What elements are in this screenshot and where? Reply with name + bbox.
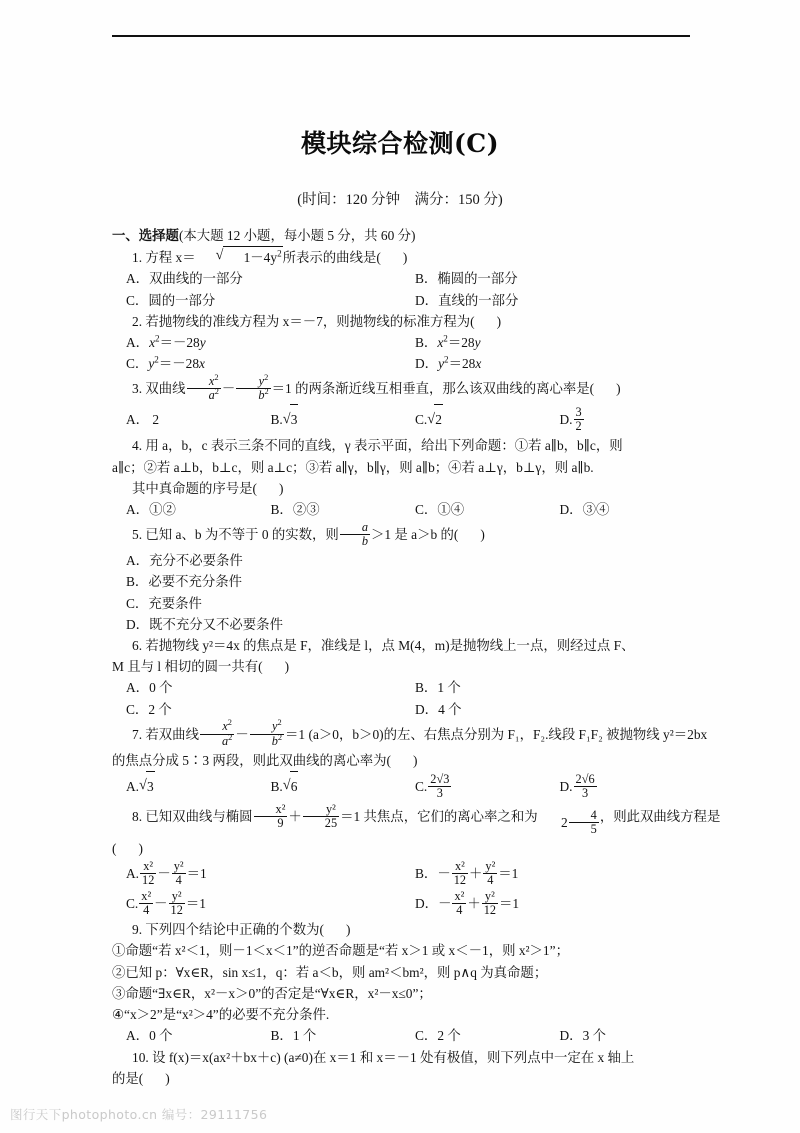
question-6-option-c[interactable] xyxy=(112,699,401,720)
option-sqrt: 6 xyxy=(290,771,299,802)
fraction-denominator: b xyxy=(361,534,368,549)
question-5-number: 5. xyxy=(132,527,143,543)
question-2-option-a[interactable]: A．$x^2=-28y$ xyxy=(126,333,206,351)
option-tail: ＝1 xyxy=(499,896,520,912)
fraction-numerator: y² xyxy=(482,890,498,904)
question-8-text-mid: ＝1 共焦点，它们的离心率之和为 xyxy=(340,809,538,825)
question-1-stem-post: 所表示的曲线是( xyxy=(282,250,381,266)
fraction-numerator: y² xyxy=(173,858,184,873)
question-4-option-a[interactable] xyxy=(112,499,257,520)
option-text: 双曲线的一部分 xyxy=(149,271,243,287)
mixed-integer: 2 xyxy=(560,815,568,831)
question-1-option-b[interactable] xyxy=(401,268,690,289)
question-10-body-line-2 xyxy=(112,1068,690,1089)
option-label: B． xyxy=(415,271,438,287)
header-rule xyxy=(112,35,690,37)
page-title: 模块综合检测(C) xyxy=(300,129,500,158)
option-text: 椭圆的一部分 xyxy=(437,271,518,287)
option-text: 2 xyxy=(152,412,160,428)
option-label: A． xyxy=(126,553,150,569)
question-4-text-1: 用 a，b，c 表示三条不同的直线，γ 表示平面，给出下列命题：①若 a∥b，b∥c，则 xyxy=(145,438,623,454)
option-text: ③④ xyxy=(582,502,610,518)
fraction-denominator: 2 xyxy=(575,419,582,434)
question-7-option-d[interactable] xyxy=(546,772,691,802)
question-9-option-b[interactable] xyxy=(257,1025,402,1046)
question-8-options-row-1 xyxy=(112,859,690,889)
question-8-options-row-2 xyxy=(112,889,690,919)
option-label: A. xyxy=(126,866,140,882)
option-label: D． xyxy=(415,701,439,717)
fraction-denominator: 4 xyxy=(487,873,494,888)
question-5-stem-post: ＞1 是 a＞b 的( xyxy=(370,527,459,543)
option-text: 直线的一部分 xyxy=(438,292,519,308)
question-9-item-2: ②已知 p：∀x∈R，sin x≤1，q：若 a＜b，则 am²＜bm²，则 p∧q 为真命题； xyxy=(112,964,548,980)
question-6-stem-close: ) xyxy=(284,659,290,675)
question-3-number: 3. xyxy=(132,381,143,397)
option-label: D． xyxy=(415,896,439,912)
fraction-denominator: 4 xyxy=(175,873,182,888)
option-lead: － xyxy=(438,896,452,912)
question-4-number: 4. xyxy=(132,438,143,454)
sqrt-icon xyxy=(427,404,443,435)
option-rvar: x xyxy=(475,356,482,372)
fraction-term-2 xyxy=(482,890,498,918)
question-6-text-2: M 且与 l 相切的圆一共有( xyxy=(112,659,263,675)
question-9-item-4: ④“x＞2”是“x²＞4”的必要不充分条件. xyxy=(112,1007,330,1023)
option-text: 3 个 xyxy=(582,1028,606,1044)
option-text: 1 个 xyxy=(292,1028,317,1044)
option-label: B． xyxy=(270,1028,293,1044)
question-5-stem-close: ) xyxy=(480,527,485,543)
question-9-option-d[interactable] xyxy=(546,1025,691,1046)
option-rvar: y xyxy=(474,335,481,351)
fraction-term-1 xyxy=(139,890,153,918)
question-3-stem-mid: ＝1 的两条渐近线互相垂直，那么该双曲线的离心率是( xyxy=(271,381,595,397)
question-1-number: 1. xyxy=(132,250,143,266)
fraction-numerator: x² xyxy=(141,888,152,903)
question-4-option-d[interactable] xyxy=(546,499,691,520)
question-4-text-3: 其中真命题的序号是( xyxy=(132,480,257,496)
option-text: 既不充分又不必要条件 xyxy=(149,616,283,632)
fraction-x2-a2: $\frac{x^2}{a^2}$ xyxy=(200,720,234,748)
question-4-options-row xyxy=(112,499,690,520)
option-rvar: x xyxy=(199,356,205,372)
option-label: A． xyxy=(126,1028,150,1044)
question-6-body-line-1 xyxy=(112,635,690,656)
option-operator: ＋ xyxy=(469,866,483,882)
question-3-stem-close: ) xyxy=(616,381,621,397)
question-7-body-line-1: 7. 若双曲线 $\frac{x^2}{a^2}$ － $\frac{y^2}{b^2}$ ＝1 (a＞0，b＞0)的左、右焦点分别为 F₁，F₂.线段 F₁F₂ 被抛物线 y²＝2bx xyxy=(132,718,708,748)
option-label: D． xyxy=(415,356,439,372)
option-label: B． xyxy=(270,502,293,518)
exam-content xyxy=(112,225,721,1089)
fraction-numerator: y² xyxy=(485,858,496,873)
fraction-term-1 xyxy=(452,890,466,918)
question-7-options-row xyxy=(112,771,690,802)
option-label: D． xyxy=(559,1028,583,1044)
question-4-body-line-3 xyxy=(112,478,690,499)
sqrt-icon xyxy=(139,771,155,802)
question-2-option-b[interactable]: B．$x^2=28y$ xyxy=(415,333,481,351)
question-7-text-2: 的焦点分成 5∶3 两段，则此双曲线的离心率为( xyxy=(112,752,391,768)
option-text: ②③ xyxy=(292,502,320,518)
question-5-stem xyxy=(112,520,690,550)
sqrt-icon xyxy=(283,404,299,435)
option-text: 0 个 xyxy=(149,1028,173,1044)
fraction-y2-25 xyxy=(303,803,339,831)
option-label: C． xyxy=(415,1028,438,1044)
option-label: D． xyxy=(126,616,150,632)
question-7-option-a[interactable] xyxy=(112,771,257,802)
question-6-option-b[interactable] xyxy=(401,677,690,698)
option-var: x xyxy=(149,335,156,351)
question-7-text-pre: 若双曲线 xyxy=(145,726,199,742)
question-7-text-mid: ＝1 (a＞0，b＞0)的左、右焦点分别为 F₁，F₂.线段 F₁F₂ 被抛物线 y²＝2bx xyxy=(285,726,708,742)
fraction-numerator: x² xyxy=(140,860,156,874)
option-label: B． xyxy=(415,866,438,882)
question-3-options-row xyxy=(112,404,690,435)
option-lead: － xyxy=(437,866,451,882)
question-2-option-d[interactable]: D．$y^2=28x$ xyxy=(415,354,482,372)
question-6-number: 6. xyxy=(132,638,143,654)
option-text: 2 个 xyxy=(437,1028,461,1044)
option-text: 0 个 xyxy=(149,680,173,696)
question-5-option-b[interactable] xyxy=(112,571,690,592)
fraction-denominator: 12 xyxy=(142,873,155,888)
question-7-option-c[interactable] xyxy=(401,772,546,802)
option-label: C． xyxy=(126,356,149,372)
question-5-option-d[interactable] xyxy=(112,614,690,635)
question-3-stem: 3. 双曲线 $\frac{x^2}{a^2}$ － $\frac{y^2}{b^2}$ ＝1 的两条渐近线互相垂直，那么该双曲线的离心率是( ) xyxy=(132,372,621,403)
fraction-term-2 xyxy=(483,860,497,888)
option-label: C． xyxy=(415,502,438,518)
watermark: 图行天下photophoto.cn 编号：29111756 xyxy=(10,1107,268,1122)
question-8-body-line-1: 8. 已知双曲线与椭圆 $\frac{\text{x²}}{9}$ ＋ $\frac{\text{y²}}{25}$ ＝1 共焦点，它们的离心率之和为 2 $\frac{4}{5}$ ，则此双曲线方程是 xyxy=(112,802,690,838)
question-2-stem-close: ) xyxy=(496,313,502,329)
question-8-stem-close: ) xyxy=(138,841,143,857)
question-2-options-row-2 xyxy=(112,353,690,374)
fraction-denominator: 3 xyxy=(436,785,443,800)
option-label: A． xyxy=(126,680,150,696)
option-label: C． xyxy=(126,701,149,717)
question-8-text-pre: 已知双曲线与椭圆 xyxy=(145,809,253,825)
option-text: 充分不必要条件 xyxy=(149,553,243,569)
option-rvar: y xyxy=(199,335,206,351)
question-1-options-row-2 xyxy=(112,290,690,311)
option-sqrt: 3 xyxy=(146,771,155,802)
question-9-item-1: ①命题“若 x²＜1，则－1＜x＜1”的逆否命题是“若 x＞1 或 x＜－1，则 x²＞1”； xyxy=(112,943,569,959)
option-rhs: ＝28 xyxy=(447,335,475,351)
option-text: 2 个 xyxy=(148,701,172,717)
question-8-body-line-2 xyxy=(112,838,690,859)
sqrt-icon: √ $1-4y^2$ xyxy=(196,246,283,268)
option-label: A． xyxy=(126,502,150,518)
question-9-stem xyxy=(112,919,690,940)
section-heading-detail: (本大题 12 小题，每小题 5 分，共 60 分) xyxy=(178,228,416,243)
fraction-term-2 xyxy=(172,860,186,888)
question-6-options-row-2 xyxy=(112,699,690,720)
option-tail: ＝1 xyxy=(498,866,519,882)
question-5-option-a[interactable] xyxy=(112,550,690,571)
option-var: x xyxy=(437,335,444,351)
question-2-options-row-1 xyxy=(112,332,690,353)
question-9-item-3: ③命题“∃x∈R，x²－x＞0”的否定是“∀x∈R，x²－x≤0”； xyxy=(112,985,432,1001)
question-8-option-d[interactable] xyxy=(401,889,690,919)
option-tail: ＝1 xyxy=(186,866,207,882)
fraction-x2-9 xyxy=(254,803,288,831)
option-label: A． xyxy=(126,271,150,287)
question-10-number: 10. xyxy=(132,1049,149,1065)
section-heading xyxy=(112,225,690,246)
question-9-number: 9. xyxy=(132,922,143,938)
question-7-body-line-2 xyxy=(112,750,690,771)
fraction-numerator: y² xyxy=(303,803,339,817)
question-1-stem-close: ) xyxy=(402,250,408,266)
question-1-option-d[interactable] xyxy=(401,290,690,311)
fraction-numerator: x² xyxy=(454,888,465,903)
option-label: D． xyxy=(559,502,583,518)
fraction-denominator: 9 xyxy=(277,815,284,830)
fraction-3-2 xyxy=(574,406,584,434)
option-rhs: ＝28 xyxy=(448,356,476,372)
fraction-x2-a2: $\frac{x^2}{a^2}$ xyxy=(187,375,221,403)
option-var: y xyxy=(438,356,445,372)
option-rhs: ＝－28 xyxy=(159,335,200,351)
fraction-numerator: 2√6 xyxy=(575,771,595,786)
option-text: ①④ xyxy=(437,502,465,518)
question-2-option-c[interactable]: C．$y^2=-28x$ xyxy=(126,354,205,372)
question-8-option-a[interactable] xyxy=(112,859,401,889)
option-operator: ＋ xyxy=(467,896,481,912)
fraction-numerator: 3 xyxy=(575,405,582,420)
question-6-options-row-1 xyxy=(112,677,690,698)
fraction-numerator: 2√3 xyxy=(430,771,450,786)
option-sqrt: 2 xyxy=(434,404,443,435)
option-label: D． xyxy=(415,292,439,308)
option-label: B. xyxy=(270,412,283,428)
question-6-text-1: 若抛物线 y²＝4x 的焦点是 F，准线是 l，点 M(4，m)是抛物线上一点，则经过点 F、 xyxy=(145,638,635,654)
option-label: B． xyxy=(415,680,438,696)
question-4-option-c[interactable] xyxy=(401,499,546,520)
question-6-option-d[interactable] xyxy=(401,699,690,720)
question-10-stem-close: ) xyxy=(165,1070,170,1086)
question-7-stem-close: ) xyxy=(412,752,418,768)
question-7-number: 7. xyxy=(132,726,143,742)
question-8-number: 8. xyxy=(132,809,143,825)
fraction-numerator: 4 xyxy=(569,809,599,823)
question-5-option-c[interactable] xyxy=(112,593,690,614)
question-9-stem-close: ) xyxy=(345,922,351,938)
fraction-2sqrt3-3 xyxy=(428,773,451,801)
option-text: 圆的一部分 xyxy=(148,292,216,308)
option-label: D. xyxy=(559,412,573,428)
question-7-option-b[interactable] xyxy=(257,771,402,802)
fraction-numerator: a xyxy=(340,521,370,535)
fraction-denominator: 5 xyxy=(590,821,597,836)
question-8-option-c[interactable] xyxy=(112,889,401,919)
fraction-y2-b2: $\frac{y^2}{b^2}$ xyxy=(250,720,284,748)
fraction-denominator: 3 xyxy=(581,785,589,800)
question-3-option-a[interactable] xyxy=(112,405,257,435)
option-text: 必要不充分条件 xyxy=(148,574,243,590)
fraction-term-1 xyxy=(452,860,468,888)
option-var: y xyxy=(148,356,155,372)
option-label: A． xyxy=(126,412,150,428)
exam-info-subtitle: (时间：120 分钟 满分：150 分) xyxy=(297,192,503,208)
option-tail: ＝1 xyxy=(185,896,206,912)
question-6-option-a[interactable] xyxy=(112,677,401,698)
fraction-a-b xyxy=(340,521,370,549)
question-1-stem-pre: 方程 x＝ xyxy=(145,250,196,266)
question-5-stem-pre: 已知 a、b 为不等于 0 的实数，则 xyxy=(145,527,339,543)
option-text: 1 个 xyxy=(437,680,461,696)
sqrt-icon xyxy=(283,771,299,802)
question-3-option-b[interactable] xyxy=(257,404,402,435)
fraction-2sqrt6-3 xyxy=(574,773,597,801)
option-rhs: ＝－28 xyxy=(158,356,200,372)
option-operator: － xyxy=(154,896,168,912)
option-label: C. xyxy=(415,412,428,428)
question-10-text-1: 设 f(x)＝x(ax²＋bx＋c) (a≠0)在 x＝1 和 x＝－1 处有极值，则下列点中一定在 x 轴上 xyxy=(152,1049,635,1065)
fraction-term-1 xyxy=(140,860,156,888)
option-label: C. xyxy=(415,779,428,795)
fraction-denominator: 4 xyxy=(456,903,463,918)
fraction-denominator: 4 xyxy=(143,903,150,918)
question-8-text-2: ( xyxy=(112,841,117,857)
option-label: B． xyxy=(415,335,438,351)
fraction-numerator: y² xyxy=(169,890,185,904)
fraction-denominator: 12 xyxy=(483,903,497,918)
question-4-body-line-1 xyxy=(112,435,690,456)
question-4-option-b[interactable] xyxy=(257,499,402,520)
option-label: C． xyxy=(126,595,149,611)
question-6-body-line-2 xyxy=(112,656,690,677)
question-1-option-c[interactable] xyxy=(112,290,401,311)
fraction-numerator: x² xyxy=(452,860,468,874)
question-1-option-a[interactable] xyxy=(112,268,401,289)
question-4-stem-close: ) xyxy=(278,480,284,496)
option-label: B. xyxy=(270,779,283,795)
fraction-numerator: x² xyxy=(254,803,288,817)
fraction-denominator: 12 xyxy=(453,873,467,888)
option-label: B． xyxy=(126,574,149,590)
question-3-stem-pre: 双曲线 xyxy=(145,381,186,397)
question-9-option-a[interactable] xyxy=(112,1025,257,1046)
option-label: A. xyxy=(126,779,140,795)
fraction-y2-b2: $\frac{y^2}{b^2}$ xyxy=(236,375,270,403)
question-2-number: 2. xyxy=(132,313,143,329)
option-text: ①② xyxy=(149,502,176,518)
question-9-stem-text: 下列四个结论中正确的个数为( xyxy=(145,922,324,938)
question-10-text-2: 的是( xyxy=(112,1070,144,1086)
question-1-options-row-1 xyxy=(112,268,690,289)
option-operator: － xyxy=(157,866,171,882)
question-1-stem xyxy=(112,246,690,268)
question-3-option-d[interactable] xyxy=(546,405,691,435)
fraction-term-2 xyxy=(169,890,185,918)
question-9-options-row xyxy=(112,1025,690,1046)
question-8-text-post: ，则此双曲线方程是 xyxy=(599,809,721,825)
option-sqrt: 3 xyxy=(290,404,299,435)
option-label: C. xyxy=(126,896,139,912)
mixed-number-2-4-5 xyxy=(541,808,600,838)
question-4-body-line-2: a∥c；②若 a⊥b，b⊥c，则 a⊥c；③若 a∥γ，b∥γ，则 a∥b；④若 a⊥γ，b⊥γ，则 a∥b. xyxy=(112,459,594,475)
option-label: A． xyxy=(126,335,150,351)
question-1-radicand: 1－4y xyxy=(243,250,278,266)
section-heading-label: 一、选择题 xyxy=(112,228,179,243)
fraction-denominator: 25 xyxy=(324,815,338,830)
question-3-option-c[interactable] xyxy=(401,404,546,435)
question-9-option-c[interactable] xyxy=(401,1025,546,1046)
option-label: C． xyxy=(126,292,149,308)
fraction-denominator: 12 xyxy=(170,903,183,918)
option-text: 充要条件 xyxy=(148,595,202,611)
question-2-stem xyxy=(112,311,690,332)
question-2-stem-text: 若抛物线的准线方程为 x＝－7，则抛物线的标准方程为( xyxy=(145,313,475,329)
option-text: 4 个 xyxy=(438,701,462,717)
option-label: D. xyxy=(559,779,573,795)
question-10-body-line-1 xyxy=(112,1047,690,1068)
question-8-option-b[interactable] xyxy=(401,859,690,889)
